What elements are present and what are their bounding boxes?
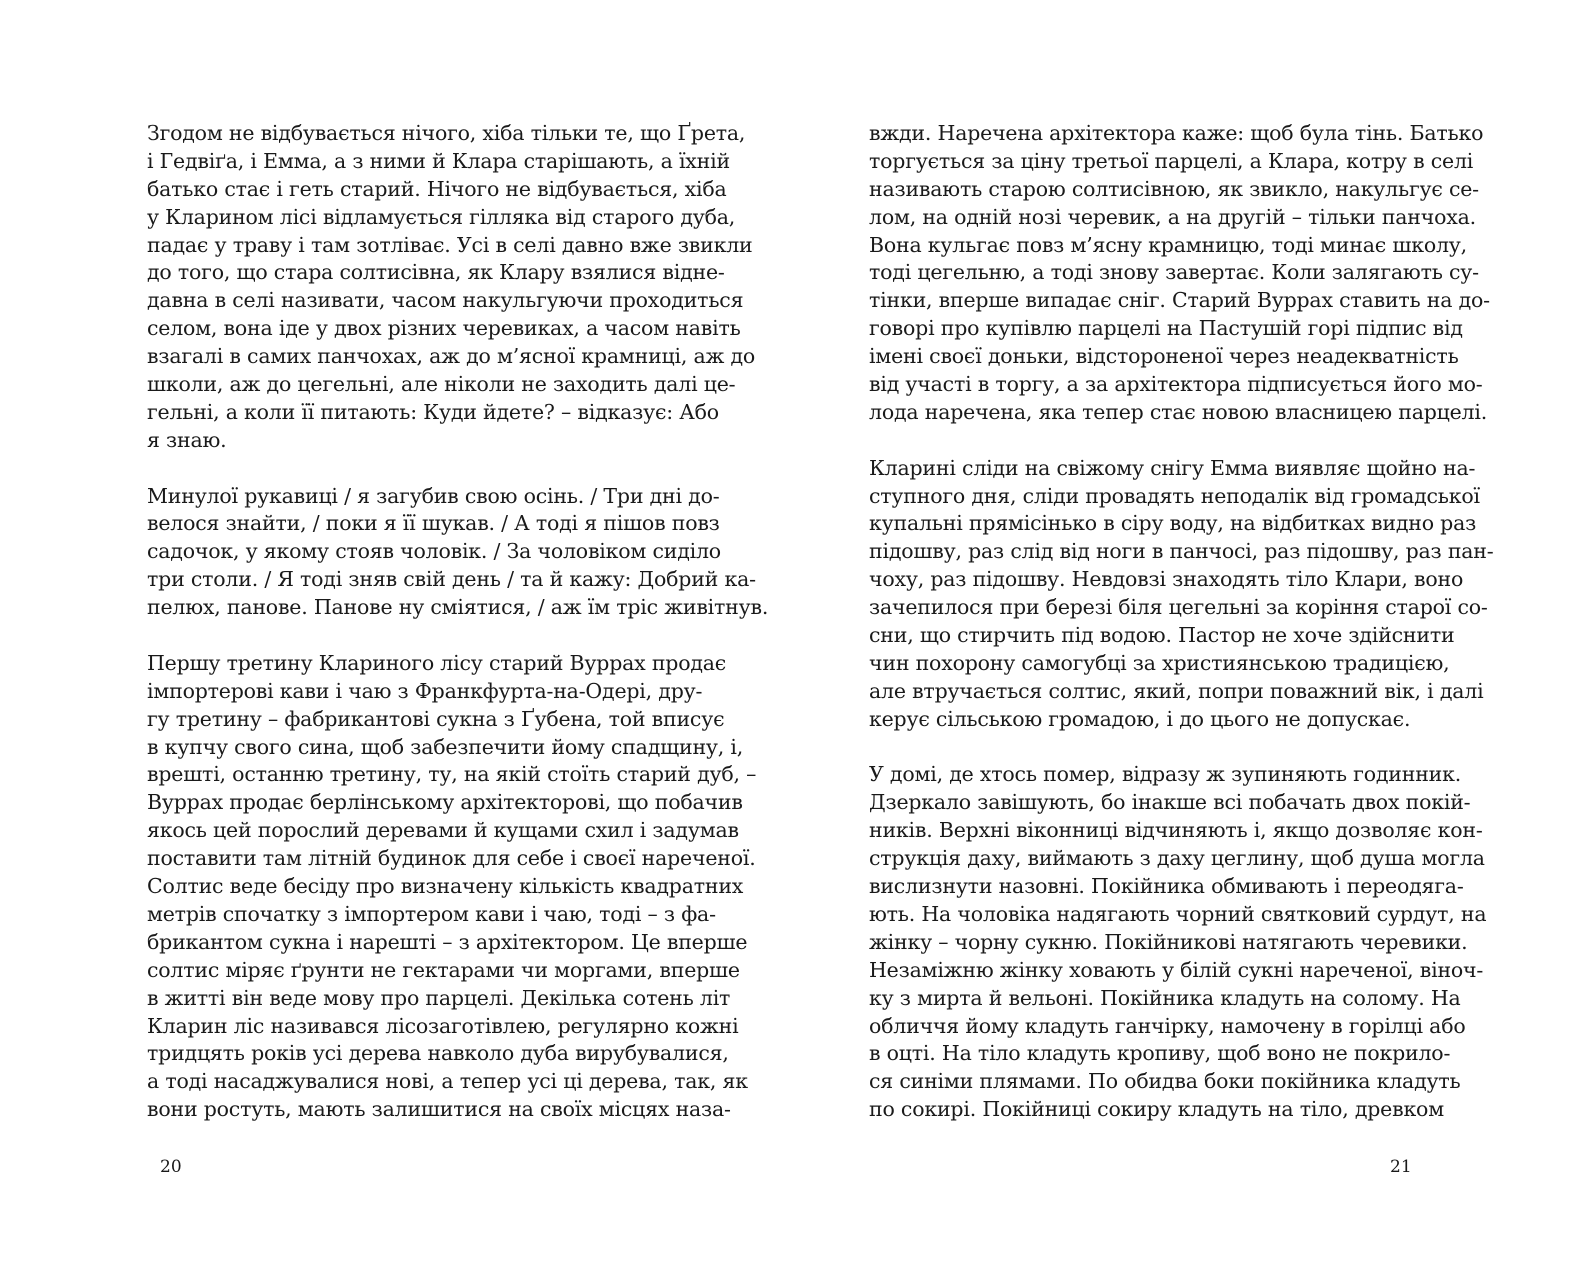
text-line: тридцять років усі дерева навколо дуба вирубувалися,: [147, 1041, 729, 1066]
text-line: імені своєї доньки, відстороненої через неадекватність: [869, 344, 1459, 369]
text-line: чин похорону самогубці за християнською традицією,: [869, 650, 1450, 675]
text-line: купальні прямісінько в сіру воду, на відбитках видно раз: [869, 511, 1477, 536]
text-line: ступного дня, сліди провадять неподалік від громадської: [869, 483, 1480, 508]
text-line: поставити там літній будинок для себе і своєї нареченої.: [147, 846, 756, 871]
text-line: чоху, раз підошву. Невдовзі знаходять тіло Клари, воно: [869, 567, 1464, 592]
text-line: тоді цегельню, а тоді знову завертає. Коли залягають су-: [869, 260, 1479, 285]
text-line: врешті, останню третину, ту, на якій стоїть старий дуб, –: [147, 762, 757, 787]
text-line: падає у траву і там зотліває. Усі в селі давно вже звикли: [147, 232, 753, 257]
text-line: садочок, у якому стояв чоловік. / За чоловіком сиділо: [147, 539, 721, 564]
text-line: жінку – чорну сукню. Покійникові натягають черевики.: [869, 929, 1468, 954]
text-line: У домі, де хтось помер, відразу ж зупиняють годинник.: [869, 762, 1462, 787]
text-line: солтис міряє ґрунти не гектарами чи моргами, вперше: [147, 957, 740, 982]
text-line: Вона кульгає повз м’ясну крамницю, тоді минає школу,: [869, 232, 1467, 257]
text-line: гельні, а коли її питають: Куди йдете? – відказує: Або: [147, 399, 719, 424]
text-line: селом, вона іде у двох різних черевиках, а часом навіть: [147, 316, 741, 341]
text-line: взагалі в самих панчохах, аж до м’ясної крамниці, аж до: [147, 344, 756, 369]
page-number-right: 21: [1390, 1157, 1412, 1177]
text-line: вжди. Наречена архітектора каже: щоб була тінь. Батько: [869, 121, 1484, 145]
text-line: ку з мирта й вельоні. Покійника кладуть на солому. На: [869, 985, 1461, 1010]
paragraph-gap: [869, 734, 1422, 762]
page-number-left: 20: [160, 1157, 182, 1177]
text-line: в купчу свого сина, щоб забезпечити йому спадщину, і,: [147, 734, 744, 759]
text-line: в житті він веде мову про парцелі. Декілька сотень літ: [147, 985, 731, 1010]
text-line: імпортерові кави і чаю з Франкфурта-на-Одері, дру-: [147, 678, 703, 703]
text-line: говорі про купівлю парцелі на Пастушій горі підпис від: [869, 316, 1463, 341]
text-line: а тоді насаджувалися нові, а тепер усі ці дерева, так, як: [147, 1069, 748, 1094]
text-line: від участі в торгу, а за архітектора підписується його мо-: [869, 372, 1483, 397]
paragraph: [147, 120, 756, 455]
text-line: Кларин ліс називався лісозаготівлею, регулярно кожні: [147, 1013, 739, 1038]
text-line: в оцті. На тіло кладуть кропиву, щоб воно не покрило-: [869, 1041, 1451, 1066]
text-line: Першу третину Клариного лісу старий Вуррах продає: [147, 650, 727, 675]
paragraph-gap: [147, 622, 700, 650]
text-line: метрів спочатку з імпортером кави і чаю, тоді – з фа-: [147, 901, 716, 926]
text-line: Кларині сліди на свіжому снігу Емма виявляє щойно на-: [869, 455, 1476, 480]
text-line: тінки, вперше випадає сніг. Старий Вуррах ставить на до-: [869, 288, 1490, 313]
text-line: лода наречена, яка тепер стає новою власницею парцелі.: [869, 399, 1488, 424]
text-line: велося знайти, / поки я її шукав. / А тоді я пішов повз: [147, 511, 720, 536]
text-line: якось цей порослий деревами й кущами схил і задумав: [147, 818, 739, 843]
text-line: батько стає і геть старий. Нічого не відбувається, хіба: [147, 176, 727, 201]
text-line: Минулої рукавиці / я загубив свою осінь. / Три дні до-: [147, 483, 720, 508]
text-line: три столи. / Я тоді зняв свій день / та й кажу: Добрий ка-: [147, 567, 756, 592]
text-line: Дзеркало завішують, бо інакше всі побачать двох покій-: [869, 790, 1471, 815]
paragraph: [147, 483, 769, 622]
text-line: по сокирі. Покійниці сокиру кладуть на тіло, древком: [869, 1097, 1444, 1122]
paragraph: [147, 650, 757, 1124]
text-line: Солтис веде бесіду про визначену кількість квадратних: [147, 874, 744, 899]
text-line: називають старою солтисівною, як звикло, накульгує се-: [869, 176, 1479, 201]
text-line: гу третину – фабрикантові сукна з Ґубена, той вписує: [147, 706, 725, 731]
paragraph: [869, 120, 1490, 427]
text-line: ють. На чоловіка надягають чорний святковий сурдут, на: [869, 901, 1487, 926]
paragraph: [869, 455, 1494, 734]
text-line: Вуррах продає берлінському архітекторові, що побачив: [147, 790, 743, 815]
text-line: вислизнути назовні. Покійника обмивають і переодяга-: [869, 874, 1464, 899]
text-line: і Гедвіґа, і Емма, а з ними й Клара старішають, а їхній: [147, 148, 730, 173]
text-line: торгується за ціну третьої парцелі, а Клара, котру в селі: [869, 148, 1474, 173]
text-line: Згодом не відбувається нічого, хіба тільки те, що Ґрета,: [147, 121, 746, 145]
text-line: до того, що стара солтисівна, як Клару взялися відне-: [147, 260, 725, 285]
text-line: підошву, раз слід від ноги в панчосі, раз підошву, раз пан-: [869, 539, 1494, 564]
text-line: але втручається солтис, який, попри поважний вік, і далі: [869, 678, 1484, 703]
text-line: Незаміжню жінку ховають у білій сукні нареченої, віноч-: [869, 957, 1484, 982]
text-line: вони ростуть, мають залишитися на своїх місцях наза-: [147, 1097, 731, 1122]
text-line: пелюх, панове. Панове ну сміятися, / аж їм тріс живітнув.: [147, 595, 769, 620]
paragraph-gap: [147, 455, 700, 483]
text-line: сни, що стирчить під водою. Пастор не хоче здійснити: [869, 623, 1455, 648]
right-page-text: [869, 120, 1494, 1124]
left-page-text: [147, 120, 769, 1124]
text-line: зачепилося при березі біля цегельні за коріння старої со-: [869, 595, 1488, 620]
text-line: я знаю.: [147, 427, 227, 452]
text-line: брикантом сукна і нарешті – з архітектором. Це вперше: [147, 929, 748, 954]
text-line: ся синіми плямами. По обидва боки покійника кладуть: [869, 1069, 1461, 1094]
text-line: у Кларином лісі відламується гілляка від старого дуба,: [147, 204, 736, 229]
text-line: ників. Верхні віконниці відчиняють і, якщо дозволяє кон-: [869, 818, 1483, 843]
paragraph: [869, 761, 1487, 1124]
text-line: струкція даху, виймають з даху цеглину, щоб душа могла: [869, 846, 1485, 871]
right-page: [797, 0, 1594, 1287]
paragraph-gap: [869, 427, 1422, 455]
text-line: обличчя йому кладуть ганчірку, намочену в горілці або: [869, 1013, 1466, 1038]
text-line: школи, аж до цегельні, але ніколи не заходить далі це-: [147, 372, 736, 397]
text-line: керує сільською громадою, і до цього не допускає.: [869, 706, 1411, 731]
text-line: лом, на одній нозі черевик, а на другій – тільки панчоха.: [869, 204, 1476, 229]
text-line: давна в селі називати, часом накульгуючи проходиться: [147, 288, 744, 313]
